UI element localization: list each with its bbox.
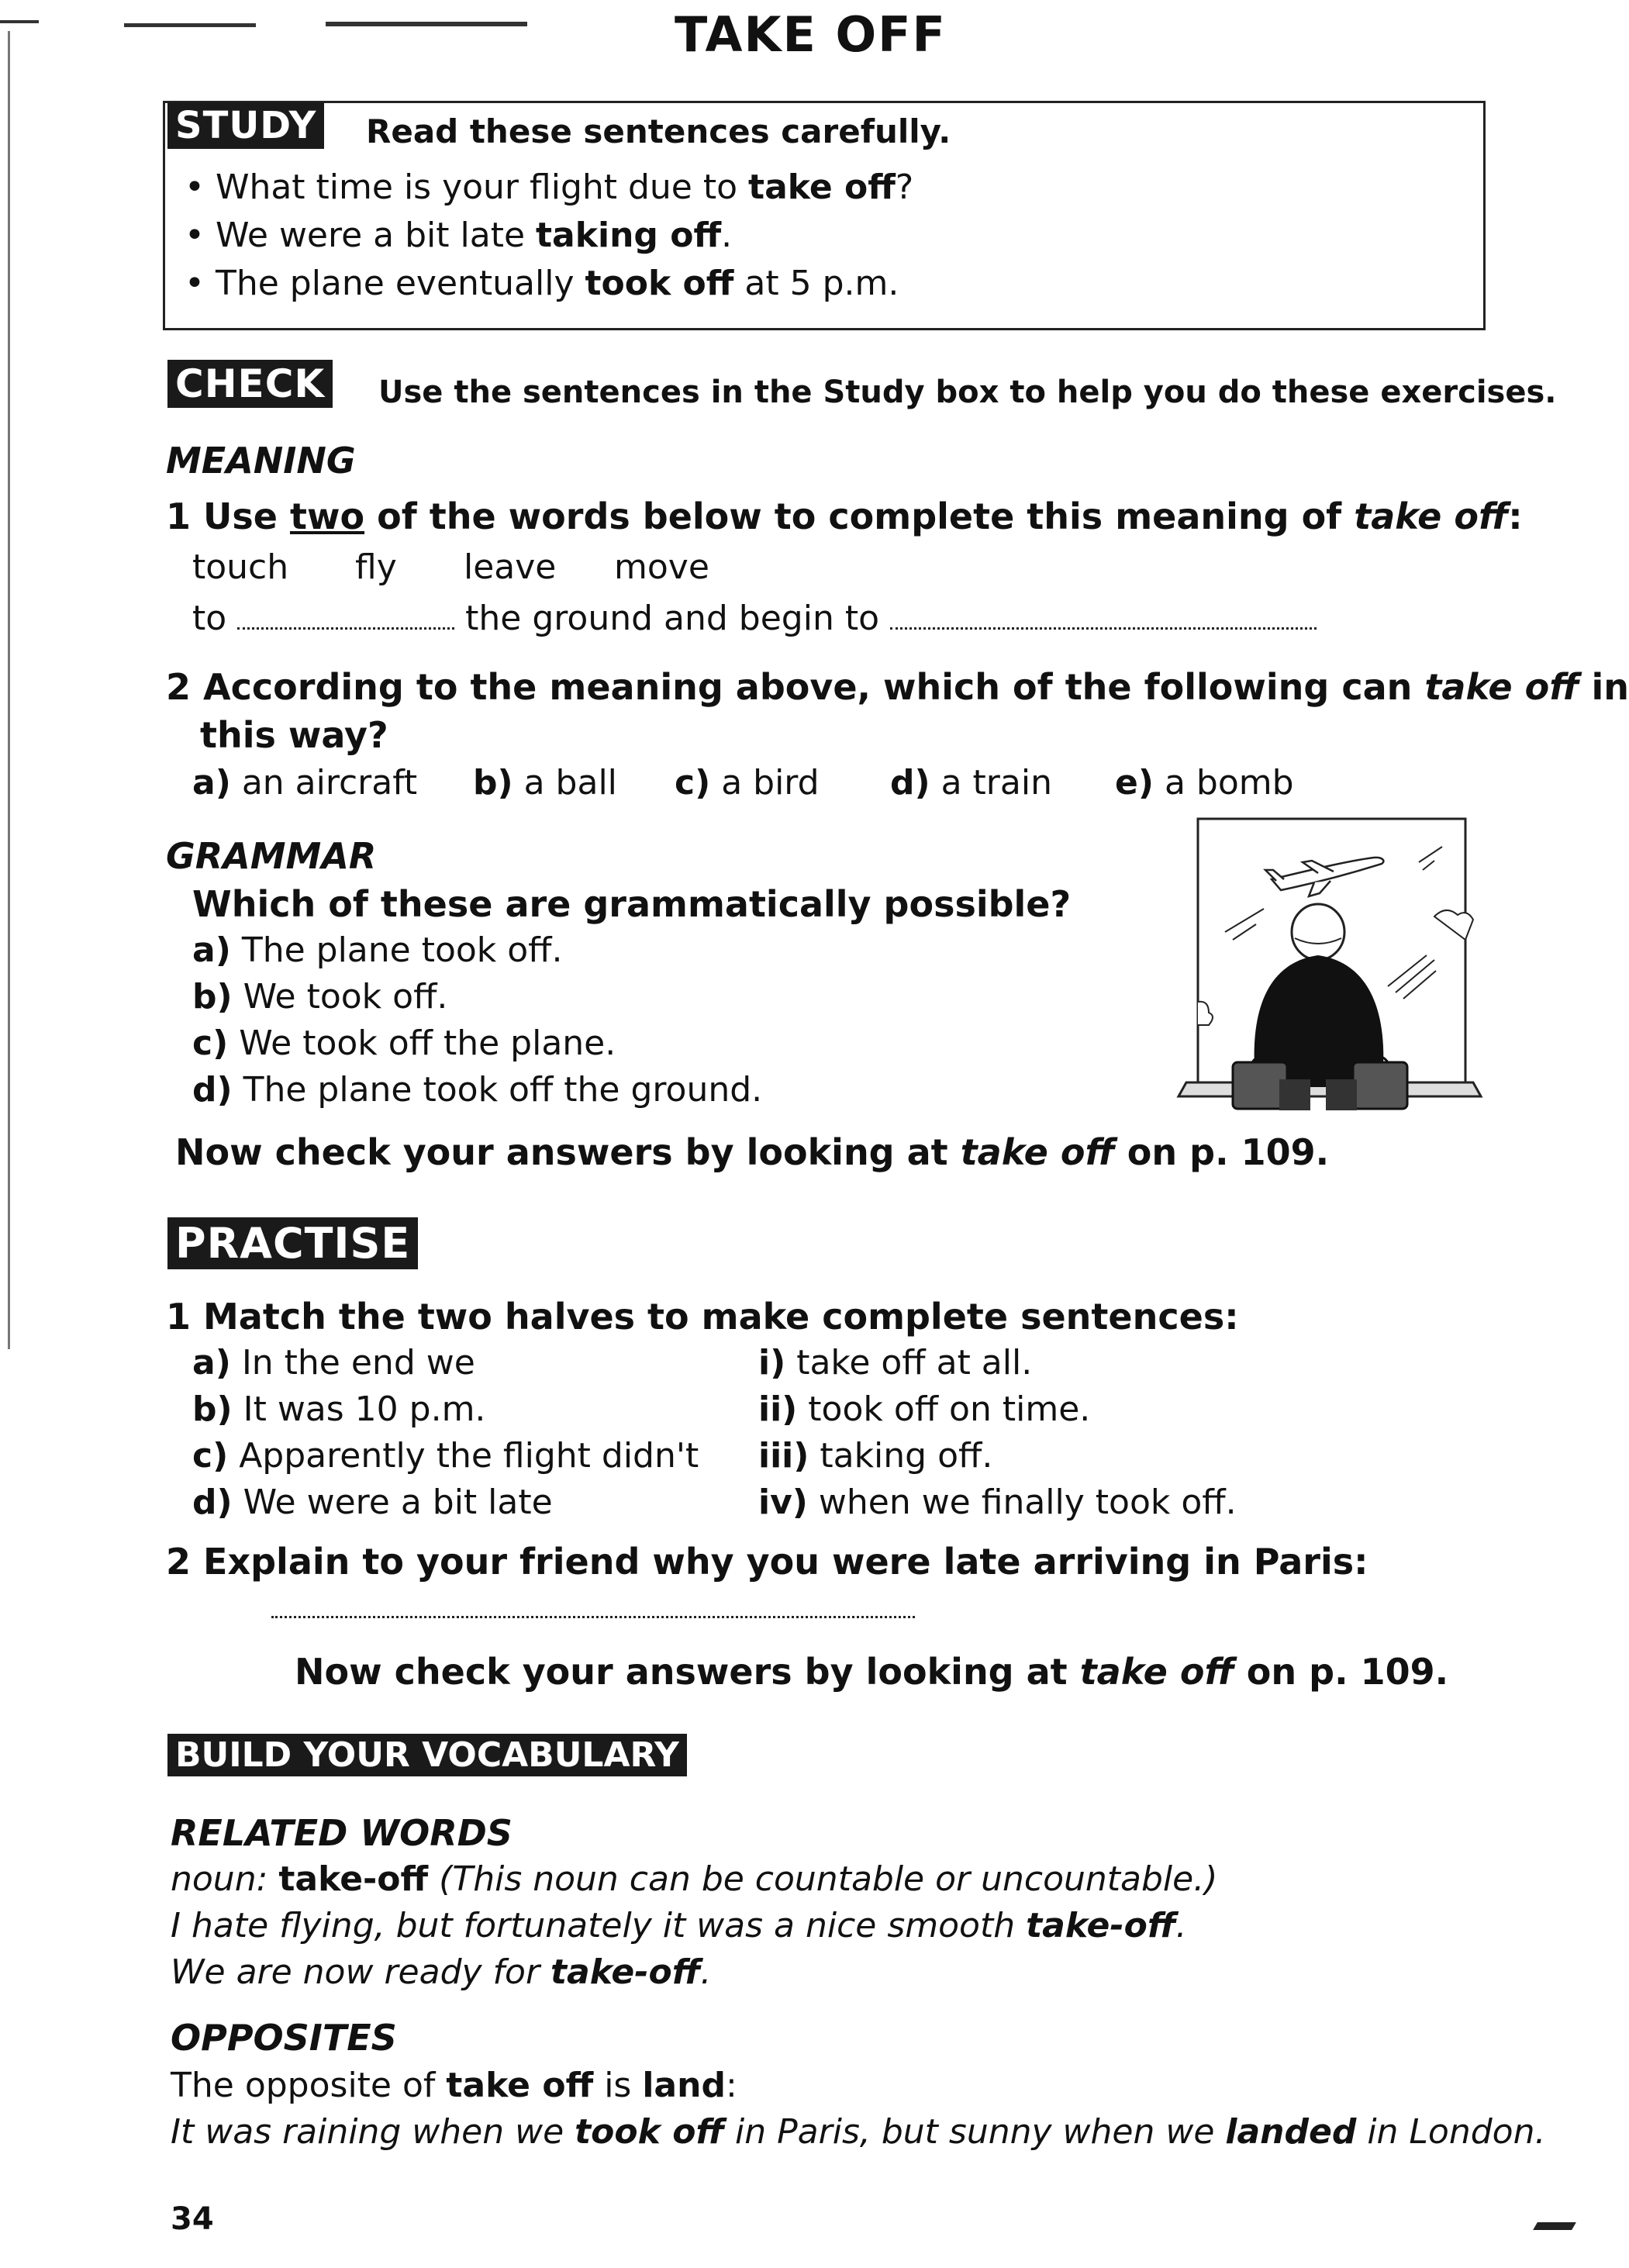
opposites-line: The opposite of take off is land: [171,2066,737,2105]
word-touch: touch [192,547,289,587]
noun-line: noun: take-off (This noun can be countable or uncountable.) [171,1859,1218,1899]
answer-blank-2[interactable] [890,606,1317,630]
related-example-1: I hate flying, but fortunately it was a nice smooth take-off. [171,1906,1187,1945]
opposites-heading: OPPOSITES [171,2017,397,2059]
option-d: d) a train [890,763,1052,803]
practise-left-d: d) We were a bit late [192,1483,553,1522]
meaning-fill-line: to the ground and begin to [192,597,1317,640]
study-label: STUDY [167,102,324,149]
page-number: 34 [171,2201,214,2237]
grammar-option-c: c) We took off the plane. [192,1024,616,1063]
opposites-example: It was raining when we took off in Paris, but sunny when we landed in London. [171,2112,1546,2152]
option-b: b) a ball [473,763,617,803]
corner-mark [1533,2222,1576,2230]
word-fly: fly [355,547,397,587]
check-answers-note: Now check your answers by looking at take off on p. 109. [175,1131,1330,1173]
related-example-2: We are now ready for take-off. [171,1952,712,1992]
left-margin-line [8,31,10,1349]
practise-answers-note: Now check your answers by looking at take off on p. 109. [295,1651,1449,1693]
practise-right-iv: iv) when we finally took off. [758,1483,1237,1522]
top-rule-3 [326,22,527,26]
study-sentence-2: • We were a bit late taking off. [185,216,733,255]
check-instruction: Use the sentences in the Study box to help you do these exercises. [378,375,1557,410]
vocab-label: BUILD YOUR VOCABULARY [167,1734,687,1776]
study-sentence-3: • The plane eventually took off at 5 p.m. [185,264,899,303]
option-a: a) an aircraft [192,763,418,803]
practise-question-2: 2 Explain to your friend why you were late arriving in Paris: [166,1541,1368,1583]
practise-left-c: c) Apparently the flight didn't [192,1436,699,1476]
practise-answer-blank[interactable] [271,1594,915,1618]
meaning-question-1: 1 Use two of the words below to complete this meaning of take off: [166,495,1523,537]
practise-right-i: i) take off at all. [758,1343,1033,1383]
top-rule-2 [124,23,256,27]
page-title: TAKE OFF [675,6,947,63]
option-e: e) a bomb [1115,763,1294,803]
practise-right-ii: ii) took off on time. [758,1389,1091,1429]
practise-label: PRACTISE [167,1217,418,1269]
practise-right-iii: iii) taking off. [758,1436,993,1476]
word-move: move [614,547,709,587]
traveller-illustration [1179,816,1481,1141]
grammar-option-a: a) The plane took off. [192,930,563,970]
practise-question-1: 1 Match the two halves to make complete sentences: [166,1296,1239,1338]
meaning-heading: MEANING [166,440,356,482]
study-instruction: Read these sentences carefully. [366,112,951,150]
grammar-question: Which of these are grammatically possible? [192,883,1072,925]
answer-blank-1[interactable] [237,606,454,630]
practise-left-a: a) In the end we [192,1343,475,1383]
meaning-question-2: 2 According to the meaning above, which of the following can take off in [166,666,1629,708]
traveller-window-drawing [1179,816,1481,1141]
related-words-heading: RELATED WORDS [171,1812,513,1854]
study-sentence-1: • What time is your flight due to take off? [185,167,914,207]
grammar-option-b: b) We took off. [192,977,448,1017]
top-rule-1 [0,20,39,23]
grammar-heading: GRAMMAR [166,835,377,877]
option-c: c) a bird [675,763,820,803]
word-leave: leave [464,547,557,587]
check-label: CHECK [167,360,333,408]
meaning-question-2-line2: this way? [200,714,388,756]
grammar-option-d: d) The plane took off the ground. [192,1070,763,1110]
practise-left-b: b) It was 10 p.m. [192,1389,486,1429]
bullet-icon: • [185,264,216,303]
bullet-icon: • [185,167,216,207]
bullet-icon: • [185,216,216,255]
